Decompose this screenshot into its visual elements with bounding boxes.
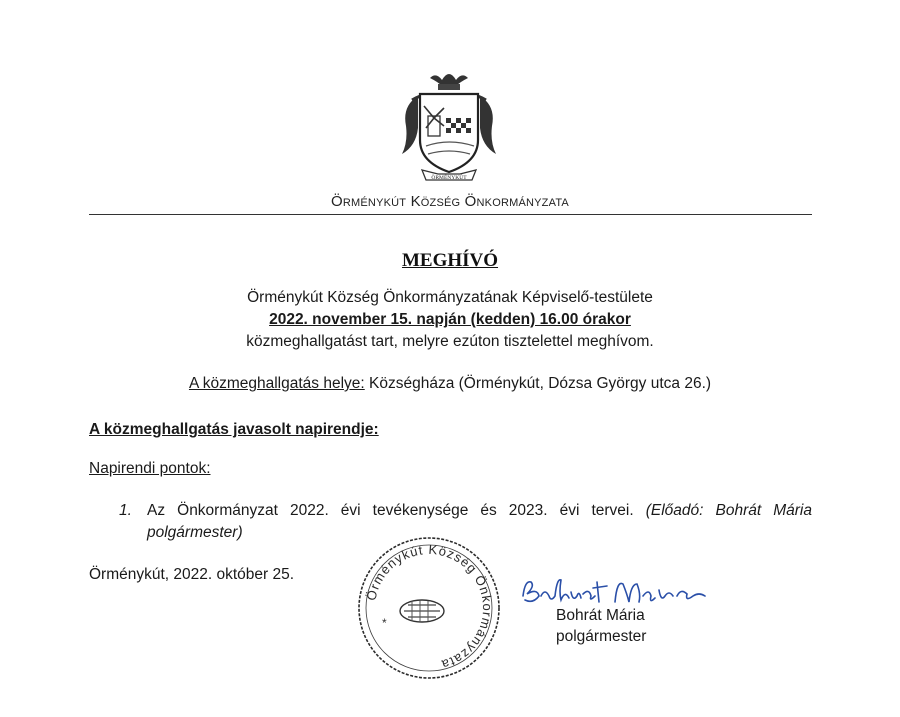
agenda-item-number: 1. bbox=[119, 502, 132, 519]
signer-name: Bohrát Mária bbox=[556, 607, 645, 624]
signer-block bbox=[556, 605, 646, 647]
organization-name: Örménykút Község Önkormányzata bbox=[331, 193, 569, 210]
document-title: MEGHÍVÓ bbox=[401, 250, 499, 271]
agenda-item-presenter: (Előadó: Bohrát Mária polgármester) bbox=[147, 502, 812, 541]
agenda-item-text: Az Önkormányzat 2022. évi tevékenysége és 2023. évi tervei. bbox=[147, 502, 634, 519]
venue-label: A közmeghallgatás helye: bbox=[188, 375, 365, 392]
agenda-points-label: Napirendi pontok: bbox=[89, 460, 211, 477]
agenda-title: A közmeghallgatás javasolt napirendje: bbox=[89, 421, 379, 438]
svg-text:*: * bbox=[382, 616, 387, 630]
svg-text:Örménykút Község Önkormányzata: Örménykút Község Önkormányzata bbox=[363, 541, 496, 673]
coat-of-arms-icon bbox=[398, 66, 500, 188]
venue-value: Községháza (Örménykút, Dózsa György utca 26.) bbox=[369, 375, 712, 392]
svg-text:ÖRMÉNYKÚT: ÖRMÉNYKÚT bbox=[431, 175, 467, 181]
signer-title: polgármester bbox=[556, 628, 647, 645]
venue-line bbox=[0, 375, 900, 393]
intro-date-line: 2022. november 15. napján (kedden) 16.00 órakor bbox=[269, 311, 631, 328]
official-stamp bbox=[356, 535, 502, 681]
place-and-date: Örménykút, 2022. október 25. bbox=[89, 566, 295, 583]
header-divider bbox=[89, 214, 812, 215]
intro-line-1: Örménykút Község Önkormányzatának Képviselő-testülete bbox=[247, 289, 653, 306]
intro-line-3: közmeghallgatást tart, melyre ezúton tisztelettel meghívom. bbox=[246, 333, 654, 350]
